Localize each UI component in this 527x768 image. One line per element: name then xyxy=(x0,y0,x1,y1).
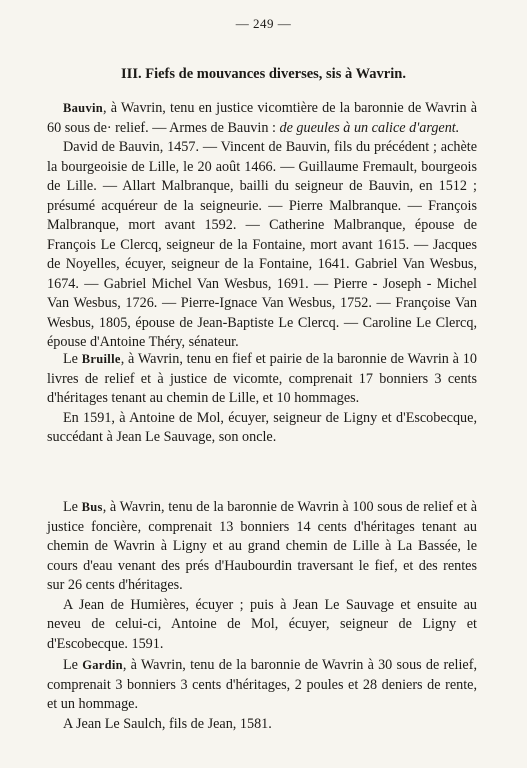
bauvin-description: , à Wavrin, tenu en justice vicomtière de la baronnie de Wavrin à 60 sous de· relief. — Armes de Bauvin : xyxy=(47,100,477,136)
bruille-prefix: Le xyxy=(63,351,82,367)
bauvin-paragraph-1 xyxy=(47,99,477,138)
bruille-description: , à Wavrin, tenu en fief et pairie de la baronnie de Wavrin à 10 livres de relief et à justice de vicomte, comprenait 17 bonniers 3 cents d'héritages tenant au chemin de Lille, et 10 hommages. xyxy=(47,351,477,406)
section-bauvin xyxy=(47,99,477,353)
gardin-paragraph-2: A Jean Le Saulch, fils de Jean, 1581. xyxy=(63,715,272,732)
page-number: — 249 — xyxy=(235,16,292,31)
bus-paragraph-1 xyxy=(47,498,477,596)
section-bus xyxy=(47,498,477,654)
bauvin-paragraph-2: David de Bauvin, 1457. — Vincent de Bauvin, fils du précédent ; achète la bourgeoisie de Lille, le 20 août 1466. — Guillaume Fremault, bourgeois de Lille. — Allart Malbranque, bailli du seigneur de Bauvin, en 1512 ; présumé acquéreur de la seigneurie. — Pierre Malbranque. — François Malbranque, mort avant 1592. — Catherine Malbranque, épouse de François Le Clercq, seigneur de la Fontaine, mort avant 1615. — Jacques de Noyelles, écuyer, seigneur de la Fontaine, 1641. Gabriel Van Wesbus, 1674. — Gabriel Michel Van Wesbus, 1691. — Pierre - Joseph - Michel Van Wesbus, 1726. — Pierre-Ignace Van Wesbus, 1752. — Françoise Van Wesbus, 1805, épouse de Jean-Baptiste Le Clercq. — Caroline Le Clercq, épouse d'Antoine Théry, sénateur. xyxy=(47,139,477,350)
bruille-paragraph-1 xyxy=(47,350,477,409)
section-heading: III. Fiefs de mouvances diverses, sis à Wavrin. xyxy=(121,66,406,82)
gardin-prefix: Le xyxy=(63,657,83,673)
fief-name-bruille: Bruille xyxy=(81,352,121,366)
gardin-description: , à Wavrin, tenu de la baronnie de Wavrin à 30 sous de relief, comprenait 3 bonniers 3 cents d'héritages, 2 poules et 28 deniers de rente, et un hommage. xyxy=(47,657,477,712)
bus-prefix: Le xyxy=(63,499,82,515)
gardin-paragraph-1 xyxy=(47,656,477,715)
bus-paragraph-2: A Jean de Humières, écuyer ; puis à Jean Le Sauvage et ensuite au neveu de celui-ci, Antoine de Mol, écuyer, seigneur de Ligny et d'Escobecque. 1591. xyxy=(47,596,477,652)
section-gardin xyxy=(47,656,477,734)
fief-name-bauvin: Bauvin xyxy=(63,101,104,115)
bauvin-armes: de gueules à un calice d'argent. xyxy=(279,119,460,136)
section-bruille xyxy=(47,350,477,448)
fief-name-bus: Bus xyxy=(81,500,103,514)
fief-name-gardin: Gardin xyxy=(82,658,123,672)
bus-description: , à Wavrin, tenu de la baronnie de Wavrin à 100 sous de relief et à justice foncière, comprenait 13 bonniers 14 cents d'héritages tenant au chemin de Wavrin à Ligny et au grand chemin de Lille à La Bassée, le cours d'eau venant des prés d'Haubourdin traversant le fief, et des rentes sur 26 cents d'héritages. xyxy=(47,499,477,593)
bruille-paragraph-2: En 1591, à Antoine de Mol, écuyer, seigneur de Ligny et d'Escobecque, succédant à Jean Le Sauvage, son oncle. xyxy=(47,409,477,445)
